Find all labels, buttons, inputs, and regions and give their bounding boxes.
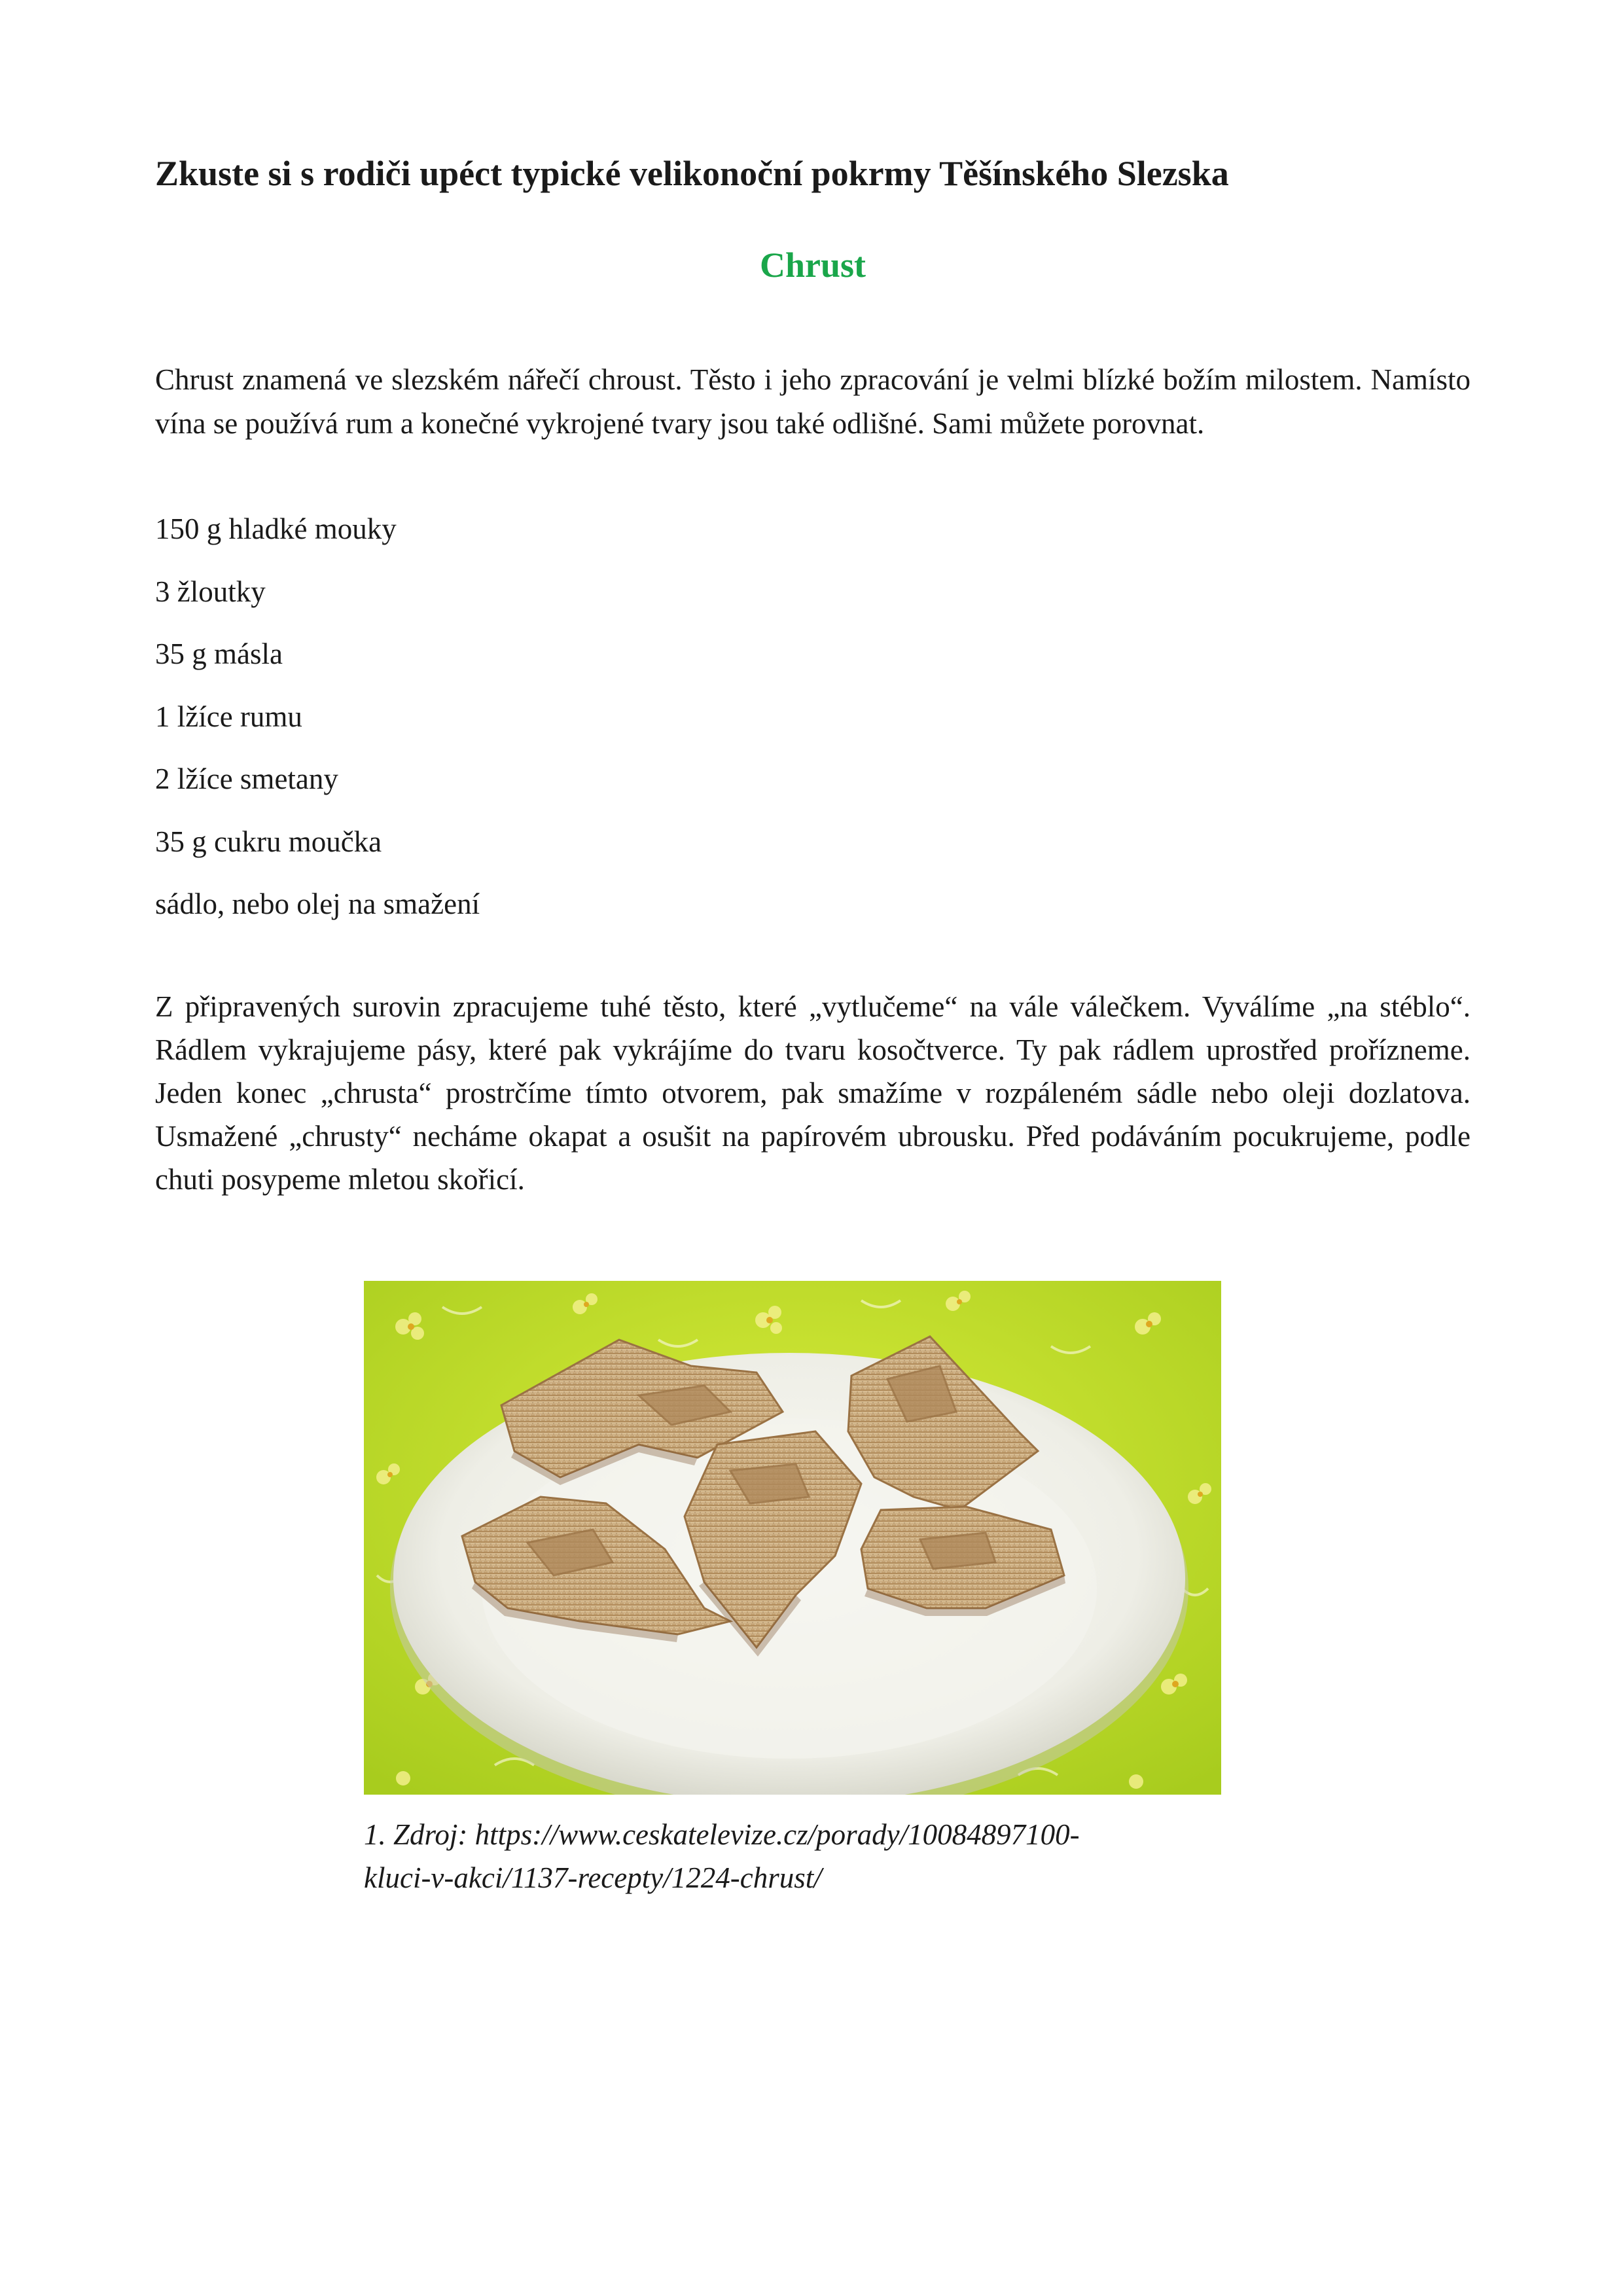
ingredient-item: 35 g másla bbox=[155, 637, 283, 670]
ingredient-item: 35 g cukru moučka bbox=[155, 825, 382, 858]
method-paragraph: Z připravených surovin zpracujeme tuhé těsto, které „vytlučeme“ na vále válečkem. Vyválíme „na stéblo“. Rádlem vykrajujeme pásy, které pak vykrájíme do tvaru kosočtverce. Ty pak rádlem uprostřed prořízneme. Jeden konec „chrusta“ prostrčíme tímto otvorem, pak smažíme v rozpáleném sádle nebo oleji dozlatova. Usmažené „chrusty“ necháme okapat a osušit na papírovém ubrousku. Před podáváním pocukrujeme, podle chuti posypeme mletou skořicí. bbox=[155, 990, 1471, 1196]
ingredient-item: sádlo, nebo olej na smažení bbox=[155, 888, 480, 920]
ingredient-item: 3 žloutky bbox=[155, 575, 266, 608]
ingredient-item: 2 lžíce smetany bbox=[155, 762, 338, 795]
recipe-title: Chrust bbox=[759, 245, 866, 285]
chrust-photo-illustration bbox=[364, 1281, 1221, 1795]
page-title: Zkuste si s rodiči upéct typické velikonoční pokrmy Těšínského Slezska bbox=[155, 154, 1229, 193]
ingredient-list bbox=[155, 507, 1471, 945]
recipe-photo bbox=[364, 1281, 1221, 1795]
caption-line: kluci-v-akci/1137-recepty/1224-chrust/ bbox=[364, 1861, 822, 1894]
caption-line: 1. Zdroj: https://www.ceskatelevize.cz/porady/10084897100- bbox=[364, 1818, 1080, 1851]
image-caption bbox=[364, 1813, 1234, 1899]
intro-paragraph: Chrust znamená ve slezském nářečí chroust. Těsto i jeho zpracování je velmi blízké božím milostem. Namísto vína se používá rum a konečné vykrojené tvary jsou také odlišné. Sami můžete porovnat. bbox=[155, 363, 1471, 440]
ingredient-item: 150 g hladké mouky bbox=[155, 512, 397, 545]
ingredient-item: 1 lžíce rumu bbox=[155, 700, 302, 733]
